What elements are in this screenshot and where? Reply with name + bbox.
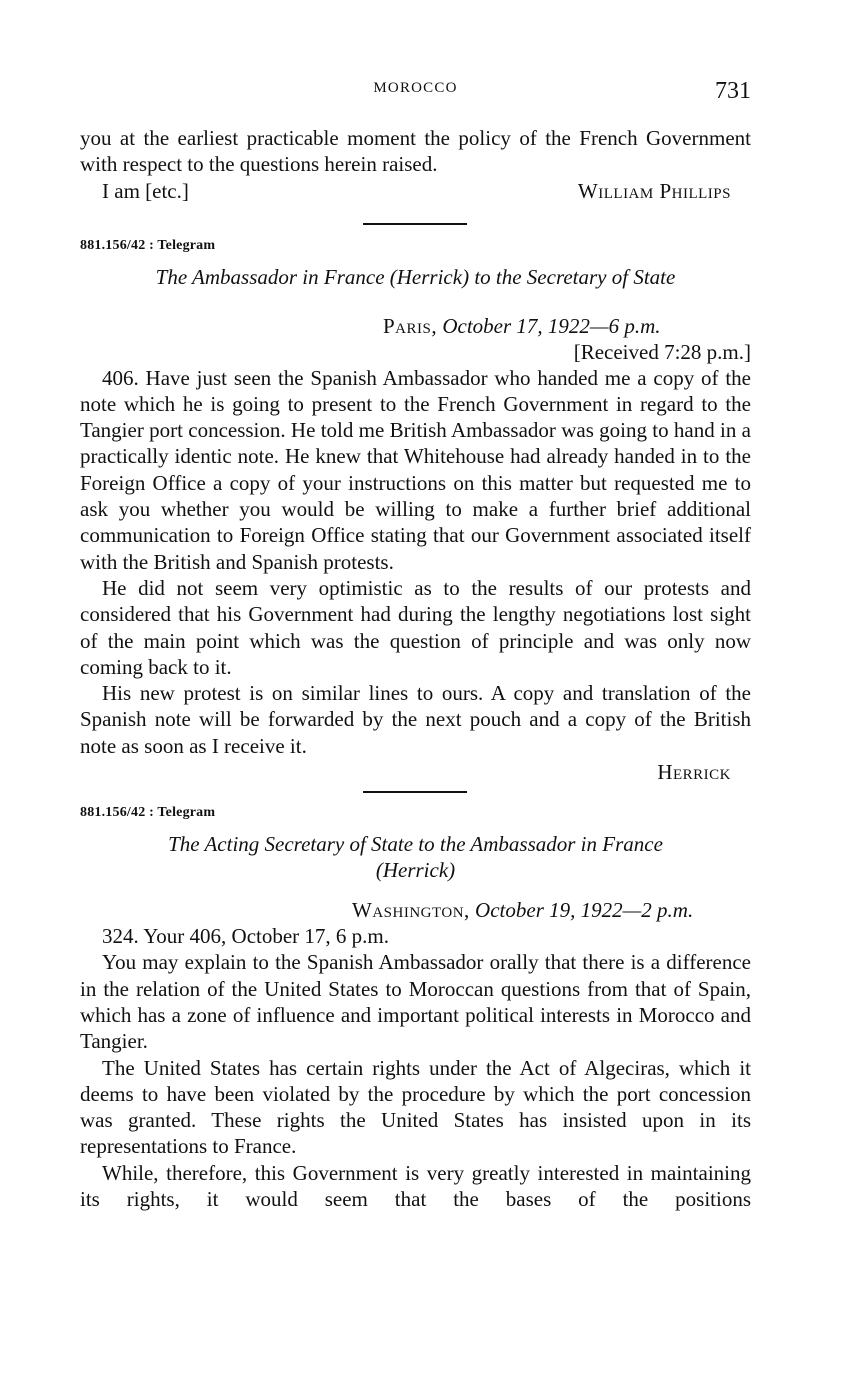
paragraph: He did not seem very optimistic as to the results of our protests and considered that his Government had during the lengthy negotiations lost sight of the main point which was the question of principle and was only now coming back to it. bbox=[80, 575, 751, 679]
paragraph: While, therefore, this Government is very greatly interested in maintaining its rights, it would seem that the bases of the positions bbox=[80, 1160, 751, 1212]
signature-herrick: Herrick bbox=[657, 760, 731, 785]
title-line-1: The Acting Secretary of State to the Ambassador in France bbox=[168, 832, 663, 857]
title-suffix: ) to the Secretary of State bbox=[462, 264, 676, 289]
paragraph: You may explain to the Spanish Ambassador orally that there is a difference in the relation of the United States to Moroccan questions from that of Spain, which has a zone of influence and important political interests in Morocco and Tangier. bbox=[80, 950, 751, 1054]
signature-phillips: William Phillips bbox=[577, 178, 731, 203]
telegram-herrick bbox=[80, 238, 751, 785]
dateline-date: October 19, 1922—2 p.m. bbox=[475, 898, 694, 923]
paragraph: 324. Your 406, October 17, 6 p.m. bbox=[102, 924, 389, 949]
document-title bbox=[80, 264, 751, 290]
section-divider bbox=[363, 223, 467, 225]
document-title bbox=[80, 831, 751, 883]
dateline-place: Washington, bbox=[352, 898, 470, 923]
dateline bbox=[80, 897, 751, 923]
dateline bbox=[80, 313, 751, 339]
section-divider bbox=[363, 791, 467, 793]
page-header bbox=[80, 0, 751, 110]
previous-letter-ending bbox=[80, 125, 751, 204]
dateline-place: Paris, bbox=[383, 313, 438, 338]
paragraph: The United States has certain rights under the Act of Algeciras, which it deems to have been violated by the procedure by which the port concession was granted. These rights the United States has insisted upon in its representations to France. bbox=[80, 1055, 751, 1159]
paragraph: 406. Have just seen the Spanish Ambassador who handed me a copy of the note which he is going to present to the French Government in regard to the Tangier port concession. He told me British Ambassador was going to hand in a practically identic note. He knew that Whitehouse had already handed in to the Foreign Office a copy of your instructions on this matter but requested me to ask you whether you would be willing to make a further brief additional communication to Foreign Office stating that our Government associated itself with the British and Spanish protests. bbox=[80, 365, 751, 574]
received-note: [Received 7:28 p.m.] bbox=[573, 339, 751, 364]
file-reference: 881.156/42 : Telegram bbox=[80, 237, 216, 253]
closing-formula: I am [etc.] bbox=[102, 178, 189, 203]
page-number: 731 bbox=[715, 78, 751, 104]
title-name: Herrick bbox=[396, 264, 463, 289]
running-head: MOROCCO bbox=[373, 80, 458, 96]
continuation-paragraph: you at the earliest practicable moment the policy of the French Government with respect to the questions herein raised. bbox=[80, 126, 751, 177]
title-prefix: The Ambassador in France ( bbox=[155, 264, 397, 289]
closing-line bbox=[80, 178, 751, 204]
paragraph: His new protest is on similar lines to ours. A copy and translation of the Spanish note will be forwarded by the next pouch and a copy of the British note as soon as I receive it. bbox=[80, 681, 751, 758]
telegram-acting-secretary bbox=[80, 805, 751, 1212]
dateline-date: October 17, 1922—6 p.m. bbox=[442, 313, 661, 338]
document-page bbox=[80, 0, 751, 1212]
file-reference: 881.156/42 : Telegram bbox=[80, 805, 216, 821]
title-line-2: (Herrick) bbox=[375, 858, 456, 883]
